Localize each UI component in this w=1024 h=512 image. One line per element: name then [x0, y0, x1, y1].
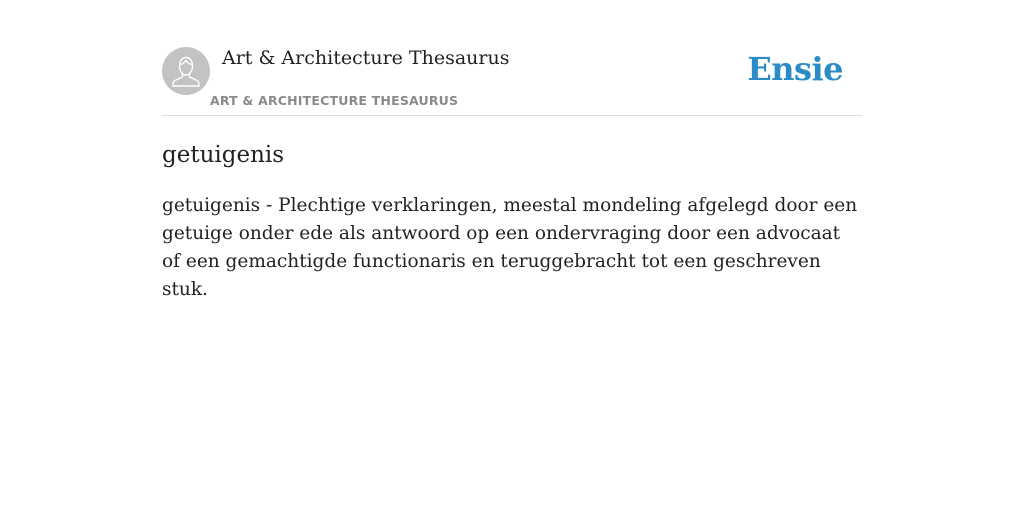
entry-definition: getuigenis - Plechtige verklaringen, meestal mondeling afgelegd door een getuige onder ede als antwoord op een ondervraging door een advocaat of een gemachtigde functionaris en teruggebracht tot een geschreven stuk.	[162, 195, 858, 300]
entry-header	[162, 0, 862, 116]
user-silhouette-icon[interactable]	[162, 47, 210, 95]
author-name-link[interactable]: Art & Architecture Thesaurus	[222, 47, 510, 69]
entry-term: getuigenis	[162, 142, 285, 168]
entry-card	[162, 0, 862, 304]
ensie-logo-link[interactable]: Ensie	[747, 50, 843, 88]
author-subtitle: ART & ARCHITECTURE THESAURUS	[210, 93, 459, 108]
